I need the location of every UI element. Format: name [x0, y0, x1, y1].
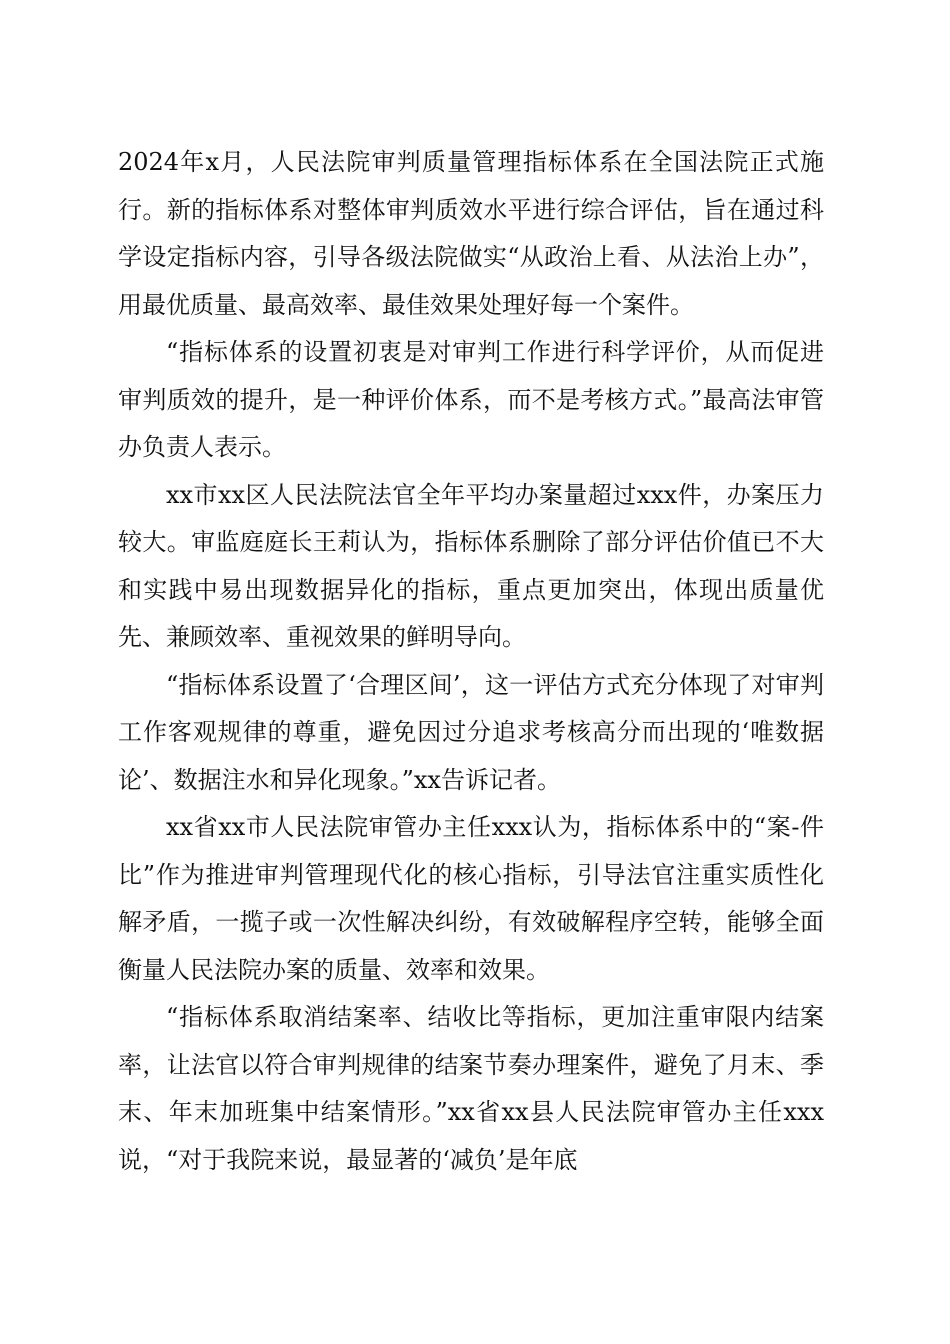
paragraph-5: xx省xx市人民法院审管办主任xxx认为，指标体系中的“案-件比”作为推进审判管理现代化的核心指标，引导法官注重实质性化解矛盾，一揽子或一次性解决纠纷，有效破解程序空转，能够全面衡量人民法院办案的质量、效率和效果。 — [118, 813, 824, 984]
paragraph-2: “指标体系的设置初衷是对审判工作进行科学评价，从而促进审判质效的提升，是一种评价体系，而不是考核方式。”最高法审管办负责人表示。 — [118, 338, 824, 461]
paragraph-4: “指标体系设置了‘合理区间’，这一评估方式充分体现了对审判工作客观规律的尊重，避免因过分追求考核高分而出现的‘唯数据论’、数据注水和异化现象。”xx告诉记者。 — [118, 670, 824, 794]
paragraph-6: “指标体系取消结案率、结收比等指标，更加注重审限内结案率，让法官以符合审判规律的结案节奏办理案件，避免了月末、季末、年末加班集中结案情形。”xx省xx县人民法院审管办主任xxx说，“对于我院来说，最显著的‘减负’是年底 — [118, 1003, 824, 1174]
paragraph-3: xx市xx区人民法院法官全年平均办案量超过xxx件，办案压力较大。审监庭庭长王莉认为，指标体系删除了部分评估价值已不大和实践中易出现数据异化的指标，重点更加突出，体现出质量优先、兼顾效率、重视效果的鲜明导向。 — [118, 480, 824, 651]
paragraph-1: 2024年x月，人民法院审判质量管理指标体系在全国法院正式施行。新的指标体系对整体审判质效水平进行综合评估，旨在通过科学设定指标内容，引导各级法院做实“从政治上看、从法治上办”，用最优质量、最高效率、最佳效果处理好每一个案件。 — [118, 148, 824, 319]
article-body — [118, 139, 824, 1184]
